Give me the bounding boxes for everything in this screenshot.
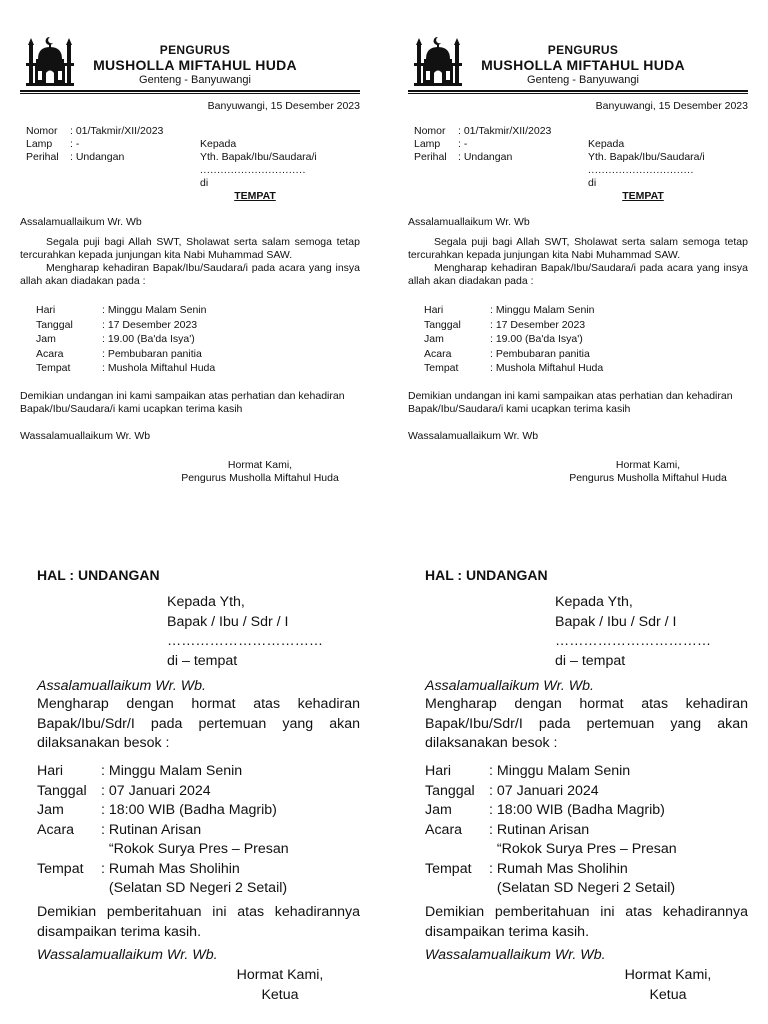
org-location: Genteng - Banyuwangi (527, 74, 639, 86)
detail-row: (Selatan SD Negeri 2 Setail) (101, 880, 288, 896)
mosque-logo-icon (26, 34, 74, 88)
detail-row: Tempat : Rumah Mas Sholihin (37, 860, 240, 877)
letterhead-rule (408, 90, 748, 92)
letterhead (20, 0, 360, 92)
letter-date: Banyuwangi, 15 Desember 2023 (595, 100, 748, 112)
farewell: Wassalamuallaikum Wr. Wb. (425, 947, 606, 963)
detail-row: Jam : 19.00 (Ba'da Isya') (36, 333, 195, 345)
recipient-block: Kepada Yth, Bapak / Ibu / Sdr / I …………………………… di – tempat (167, 594, 324, 669)
tempat-label: TEMPAT (622, 190, 664, 202)
meta-row: Nomor : 01/Takmir/XII/2023 (26, 125, 164, 137)
org-label: PENGURUS (547, 43, 619, 57)
mosque-logo-icon (414, 34, 462, 88)
org-location: Genteng - Banyuwangi (139, 74, 251, 86)
detail-row: Jam : 19.00 (Ba'da Isya') (424, 333, 583, 345)
org-name: MUSHOLLA MIFTAHUL HUDA (93, 57, 297, 73)
closing-paragraph: Demikian pemberitahuan ini atas kehadirannya disampaikan terima kasih. (425, 904, 748, 940)
meta-row: Perihal : Undangan (26, 151, 125, 163)
subject-heading: HAL : UNDANGAN (37, 567, 160, 583)
detail-row: Acara : Rutinan Arisan (425, 821, 590, 838)
greeting: Assalamuallaikum Wr. Wb. (425, 678, 594, 694)
detail-row: “Rokok Surya Pres – Presan (101, 841, 289, 857)
detail-row: Tanggal : 07 Januari 2024 (37, 782, 211, 799)
letterhead-rule (20, 90, 360, 92)
signature-block: Hormat Kami, Pengurus Musholla Miftahul Huda (569, 459, 727, 484)
closing-paragraph: Demikian pemberitahuan ini atas kehadirannya disampaikan terima kasih. (37, 904, 360, 940)
detail-row: Jam : 18:00 WIB (Badha Magrib) (37, 802, 277, 818)
signature-block: Hormat Kami, Pengurus Musholla Miftahul Huda (181, 459, 339, 484)
detail-row: Tempat : Mushola Miftahul Huda (424, 362, 604, 374)
farewell: Wassalamuallaikum Wr. Wb (20, 430, 151, 442)
detail-row: Tanggal : 17 Desember 2023 (424, 318, 586, 331)
body-paragraph: Segala puji bagi Allah SWT, Sholawat serta salam semoga tetap tercurahkan kepada junjungan kita Nabi Muhammad SAW. Mengharap kehadiran Bapak/Ibu/Saudara/i pada acara yang insya allah akan diadakan pada : (20, 236, 360, 287)
detail-row: Hari : Minggu Malam Senin (37, 763, 243, 779)
detail-row: Hari : Minggu Malam Senin (424, 304, 595, 316)
letter-meta (414, 125, 551, 164)
greeting: Assalamuallaikum Wr. Wb (408, 216, 530, 228)
signature-block: Hormat Kami, Ketua (236, 967, 324, 1003)
event-details (425, 762, 677, 899)
body-paragraph: Segala puji bagi Allah SWT, Sholawat serta salam semoga tetap tercurahkan kepada junjungan kita Nabi Muhammad SAW. Mengharap kehadiran Bapak/Ibu/Saudara/i pada acara yang insya allah akan diadakan pada : (408, 236, 748, 287)
detail-row: Acara : Rutinan Arisan (37, 821, 202, 838)
meta-row: Lamp : - (26, 138, 80, 150)
closing-paragraph: Demikian undangan ini kami sampaikan atas perhatian dan kehadiran Bapak/Ibu/Saudara/i kami ucapkan terima kasih (20, 390, 345, 415)
detail-row: Hari : Minggu Malam Senin (425, 763, 631, 779)
detail-row: Acara : Pembubaran panitia (424, 347, 590, 360)
letterhead-rule-thin (408, 93, 748, 94)
detail-row: Tanggal : 17 Desember 2023 (36, 318, 198, 331)
letter-date: Banyuwangi, 15 Desember 2023 (207, 100, 360, 112)
event-details (36, 303, 215, 376)
meta-row: Perihal : Undangan (414, 151, 513, 163)
recipient-block: Kepada Yth. Bapak/Ibu/Saudara/i ............................... di TEMPAT (200, 138, 317, 202)
detail-row: Hari : Minggu Malam Senin (36, 304, 207, 316)
letterhead (408, 0, 748, 92)
farewell: Wassalamuallaikum Wr. Wb (408, 430, 539, 442)
detail-row: (Selatan SD Negeri 2 Setail) (489, 880, 676, 896)
tempat-label: TEMPAT (234, 190, 276, 202)
detail-row: Jam : 18:00 WIB (Badha Magrib) (425, 802, 665, 818)
event-details (424, 303, 603, 376)
letter-meta (26, 125, 163, 164)
body-paragraph: Mengharap dengan hormat atas kehadiran Bapak/Ibu/Sdr/I pada pertemuan yang akan dilaksanakan besok : (37, 696, 360, 751)
invitation-letter-right (408, 0, 748, 1003)
meta-row: Lamp : - (414, 138, 468, 150)
org-name: MUSHOLLA MIFTAHUL HUDA (481, 57, 685, 73)
greeting: Assalamuallaikum Wr. Wb. (37, 678, 206, 694)
recipient-block: Kepada Yth, Bapak / Ibu / Sdr / I …………………………… di – tempat (555, 594, 712, 669)
subject-heading: HAL : UNDANGAN (425, 567, 548, 583)
greeting: Assalamuallaikum Wr. Wb (20, 216, 142, 228)
detail-row: Tempat : Mushola Miftahul Huda (36, 362, 216, 374)
farewell: Wassalamuallaikum Wr. Wb. (37, 947, 218, 963)
detail-row: Tanggal : 07 Januari 2024 (425, 782, 599, 799)
event-details (37, 762, 289, 899)
detail-row: Acara : Pembubaran panitia (36, 347, 202, 360)
closing-paragraph: Demikian undangan ini kami sampaikan atas perhatian dan kehadiran Bapak/Ibu/Saudara/i kami ucapkan terima kasih (408, 390, 733, 415)
signature-block: Hormat Kami, Ketua (624, 967, 712, 1003)
recipient-block: Kepada Yth. Bapak/Ibu/Saudara/i ............................... di TEMPAT (588, 138, 705, 202)
meta-row: Nomor : 01/Takmir/XII/2023 (414, 125, 552, 137)
invitation-letter-left (20, 0, 360, 1003)
body-paragraph: Mengharap dengan hormat atas kehadiran Bapak/Ibu/Sdr/I pada pertemuan yang akan dilaksanakan besok : (425, 696, 748, 751)
detail-row: Tempat : Rumah Mas Sholihin (425, 860, 628, 877)
detail-row: “Rokok Surya Pres – Presan (489, 841, 677, 857)
org-label: PENGURUS (159, 43, 231, 57)
letterhead-rule-thin (20, 93, 360, 94)
